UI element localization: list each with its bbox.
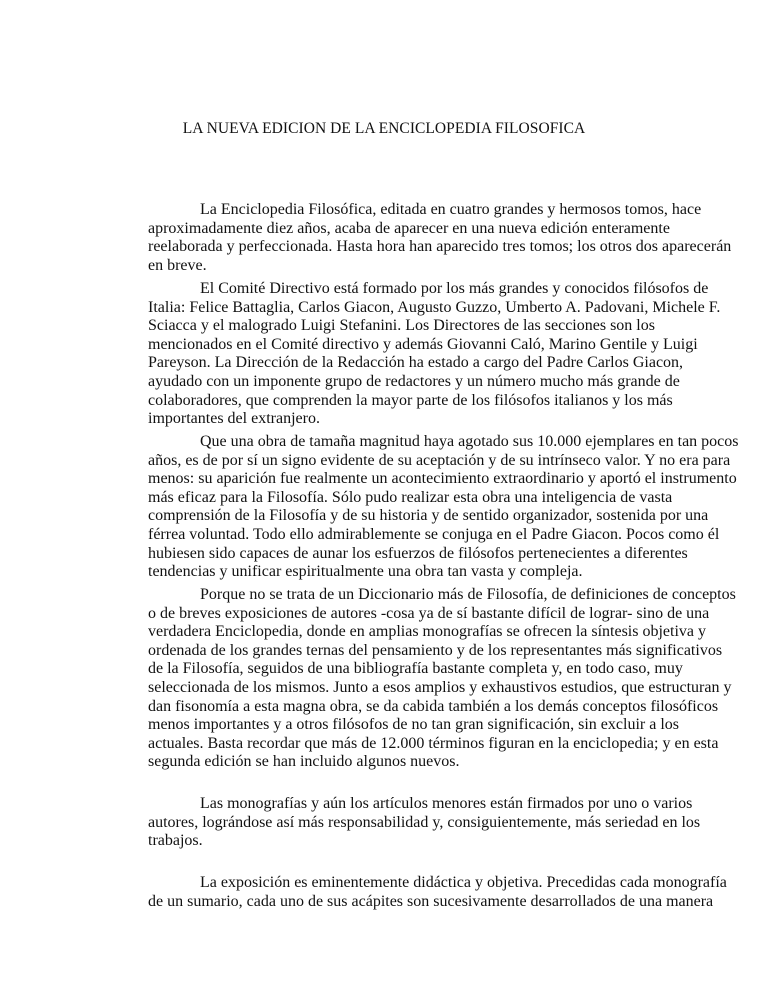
text-line: actuales. Basta recordar que más de 12.000 términos figuran en la enciclopedia; y en esta <box>148 734 719 752</box>
text-line: o de breves exposiciones de autores -cosa ya de sí bastante difícil de lograr- sino de una <box>148 604 710 622</box>
paragraph-1 <box>96 201 731 275</box>
text-line: de la Filosofía, seguidos de una bibliografía bastante completa y, en todo caso, muy <box>148 660 683 678</box>
text-line: ordenada de los grandes ternas del pensamiento y de los representantes más significativos <box>148 641 723 659</box>
text-line: La Enciclopedia Filosófica, editada en cuatro grandes y hermosos tomos, hace <box>200 201 702 218</box>
document-title: LA NUEVA EDICION DE LA ENCICLOPEDIA FILOSOFICA <box>182 120 586 137</box>
text-line: importantes del extranjero. <box>148 410 320 428</box>
text-line: Pareyson. La Dirección de la Redacción ha estado a cargo del Padre Carlos Giacon, <box>148 354 684 372</box>
text-line: La exposición es eminentemente didáctica y objetiva. Precedidas cada monografía <box>200 874 727 891</box>
text-line: de un sumario, cada uno de sus acápites son sucesivamente desarrollados de una manera <box>148 892 714 910</box>
text-line: aproximadamente diez años, acaba de aparecer en una nueva edición enteramente <box>148 219 670 237</box>
text-line: seleccionada de los mismos. Junto a esos amplios y exhaustivos estudios, que estructuran y <box>148 678 732 696</box>
paragraph-6 <box>96 874 727 911</box>
text-line: colaboradores, que comprenden la mayor parte de los filósofos italianos y los más <box>148 391 673 409</box>
text-line: más eficaz para la Filosofía. Sólo pudo realizar esta obra una inteligencia de vasta <box>148 488 673 506</box>
text-line: férrea voluntad. Todo ello admirablemente se conjuga en el Padre Giacon. Pocos como él <box>148 525 720 543</box>
text-line: mencionados en el Comité directivo y además Giovanni Caló, Marino Gentile y Luigi <box>148 335 698 353</box>
text-line: dan fisonomía a esta magna obra, se da cabida también a los demás conceptos filosóficos <box>148 697 719 715</box>
text-line: verdadera Enciclopedia, donde en amplias monografías se ofrecen la síntesis objetiva y <box>148 623 707 641</box>
text-line: Que una obra de tamaña magnitud haya agotado sus 10.000 ejemplares en tan pocos <box>200 433 739 450</box>
text-line: Italia: Felice Battaglia, Carlos Giacon, Augusto Guzzo, Umberto A. Padovani, Michele F. <box>148 298 721 316</box>
text-line: trabajos. <box>148 832 203 850</box>
text-line: Porque no se trata de un Diccionario más de Filosofía, de definiciones de conceptos <box>200 586 736 603</box>
paragraph-2 <box>96 280 720 429</box>
text-line: comprensión de la Filosofía y de su historia y de sentido organizador, sostenida por una <box>148 507 709 525</box>
paragraph-5 <box>96 795 700 851</box>
text-line: autores, lográndose así más responsabilidad y, consiguientemente, más seriedad en los <box>148 813 701 831</box>
text-line: menos: su aparición fue realmente un acontecimiento extraordinario y aportó el instrumento <box>148 470 737 488</box>
text-line: menos importantes y a otros filósofos de no tan gran significación, sin excluir a los <box>148 716 679 734</box>
text-line: hubiesen sido capaces de aunar los esfuerzos de filósofos pertenecientes a diferentes <box>148 544 688 562</box>
paragraph-3 <box>96 433 739 582</box>
text-line: Sciacca y el malogrado Luigi Stefanini. Los Directores de las secciones son los <box>148 317 655 335</box>
text-line: en breve. <box>148 256 207 274</box>
paragraph-4 <box>96 586 736 772</box>
text-line: segunda edición se han incluido algunos nuevos. <box>148 753 460 771</box>
text-line: El Comité Directivo está formado por los más grandes y conocidos filósofos de <box>200 280 709 297</box>
text-line: años, es de por sí un signo evidente de su aceptación y de su intrínseco valor. Y no era para <box>148 451 731 469</box>
text-line: Las monografías y aún los artículos menores están firmados por uno o varios <box>200 795 693 812</box>
text-line: tendencias y unificar espiritualmente una obra tan vasta y compleja. <box>148 563 583 581</box>
text-line: ayudado con un imponente grupo de redactores y un número mucho más grande de <box>148 372 680 390</box>
text-line: reelaborada y perfeccionada. Hasta hora han aparecido tres tomos; los otros dos aparecerán <box>148 238 732 256</box>
